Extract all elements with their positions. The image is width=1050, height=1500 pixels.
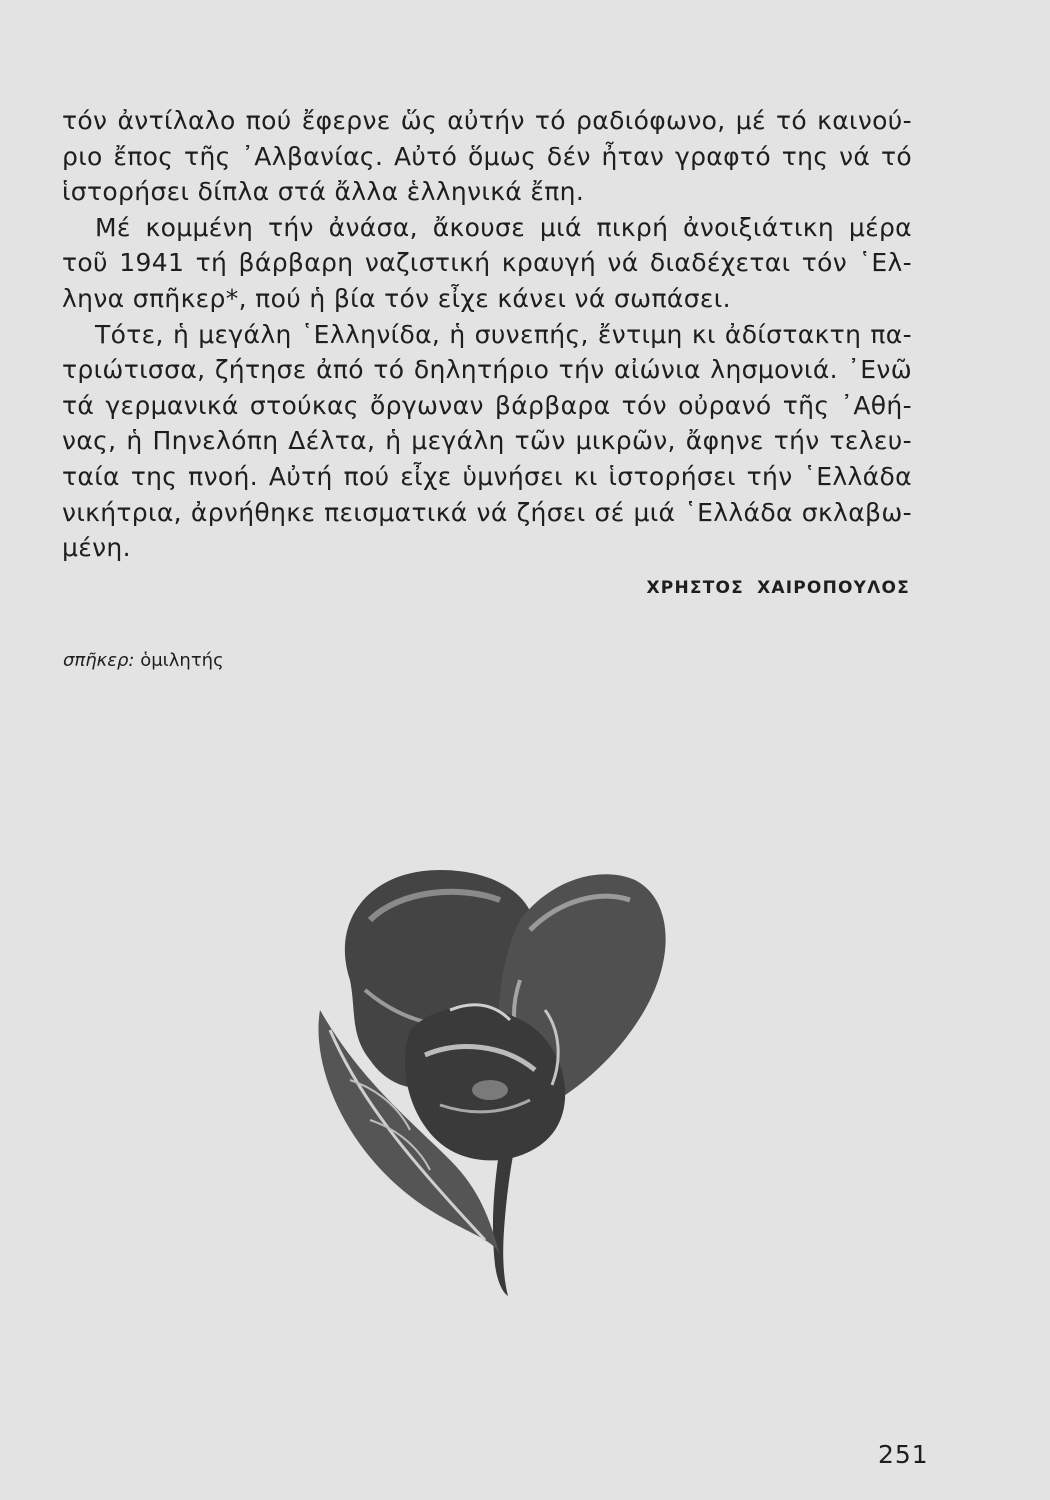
footnote-term: σπῆκερ: [63,650,135,671]
text-line: ληνα σπῆκερ*, πού ἡ βία τόν εἶχε κάνει νά σωπάσει. [62,283,731,313]
text-line: τόν ἀντίλαλο πού ἔφερνε ὥς αὐτήν τό ραδιόφωνο, μέ τό καινού- [62,106,912,135]
text-line: Μέ κομμένη τήν ἀνάσα, ἄκουσε μιά πικρή ἀνοιξιάτικη μέρα [95,212,912,242]
text-line: ταία της πνοή. Αὐτή πού εἶχε ὑμνήσει κι ἱστορήσει τήν ῾Ελλάδα [62,461,912,491]
footnote [63,650,224,671]
stem [493,1145,515,1296]
author-signature: ΧΡΗΣΤΟΣ ΧΑΙΡΟΠΟΥΛΟΣ [646,578,910,598]
text-line: τοῦ 1941 τή βάρβαρη ναζιστική κραυγή νά διαδέχεται τόν ῾Ελ- [62,248,912,278]
footnote-definition: ὁμιλητής [140,650,224,671]
text-line: τριώτισσα, ζήτησε ἀπό τό δηλητήριο τήν αἰώνια λησμονιά. ᾿Ενῶ [62,355,912,385]
text-line: ἱστορήσει δίπλα στά ἄλλα ἑλληνικά ἔπη. [62,177,585,207]
page-number: 251 [878,1440,929,1469]
text-line: νας, ἡ Πηνελόπη Δέλτα, ἡ μεγάλη τῶν μικρῶν, ἄφηνε τήν τελευ- [62,426,912,456]
text-line: μένη. [62,533,131,563]
text-line: νικήτρια, ἀρνήθηκε πεισματικά νά ζήσει σέ μιά ῾Ελλάδα σκλαβω- [62,497,912,527]
body-text [62,103,912,566]
text-line: Τότε, ἡ μεγάλη ῾Ελληνίδα, ἡ συνεπής, ἔντιμη κι ἀδίστακτη πα- [95,319,912,349]
flower-illustration-icon [290,860,690,1300]
text-line: τά γερμανικά στούκας ὄργωναν βάρβαρα τόν οὐρανό τῆς ᾿Αθή- [62,390,912,420]
text-line: ριο ἔπος τῆς ᾿Αλβανίας. Αὐτό ὅμως δέν ἦταν γραφτό της νά τό [62,141,912,171]
